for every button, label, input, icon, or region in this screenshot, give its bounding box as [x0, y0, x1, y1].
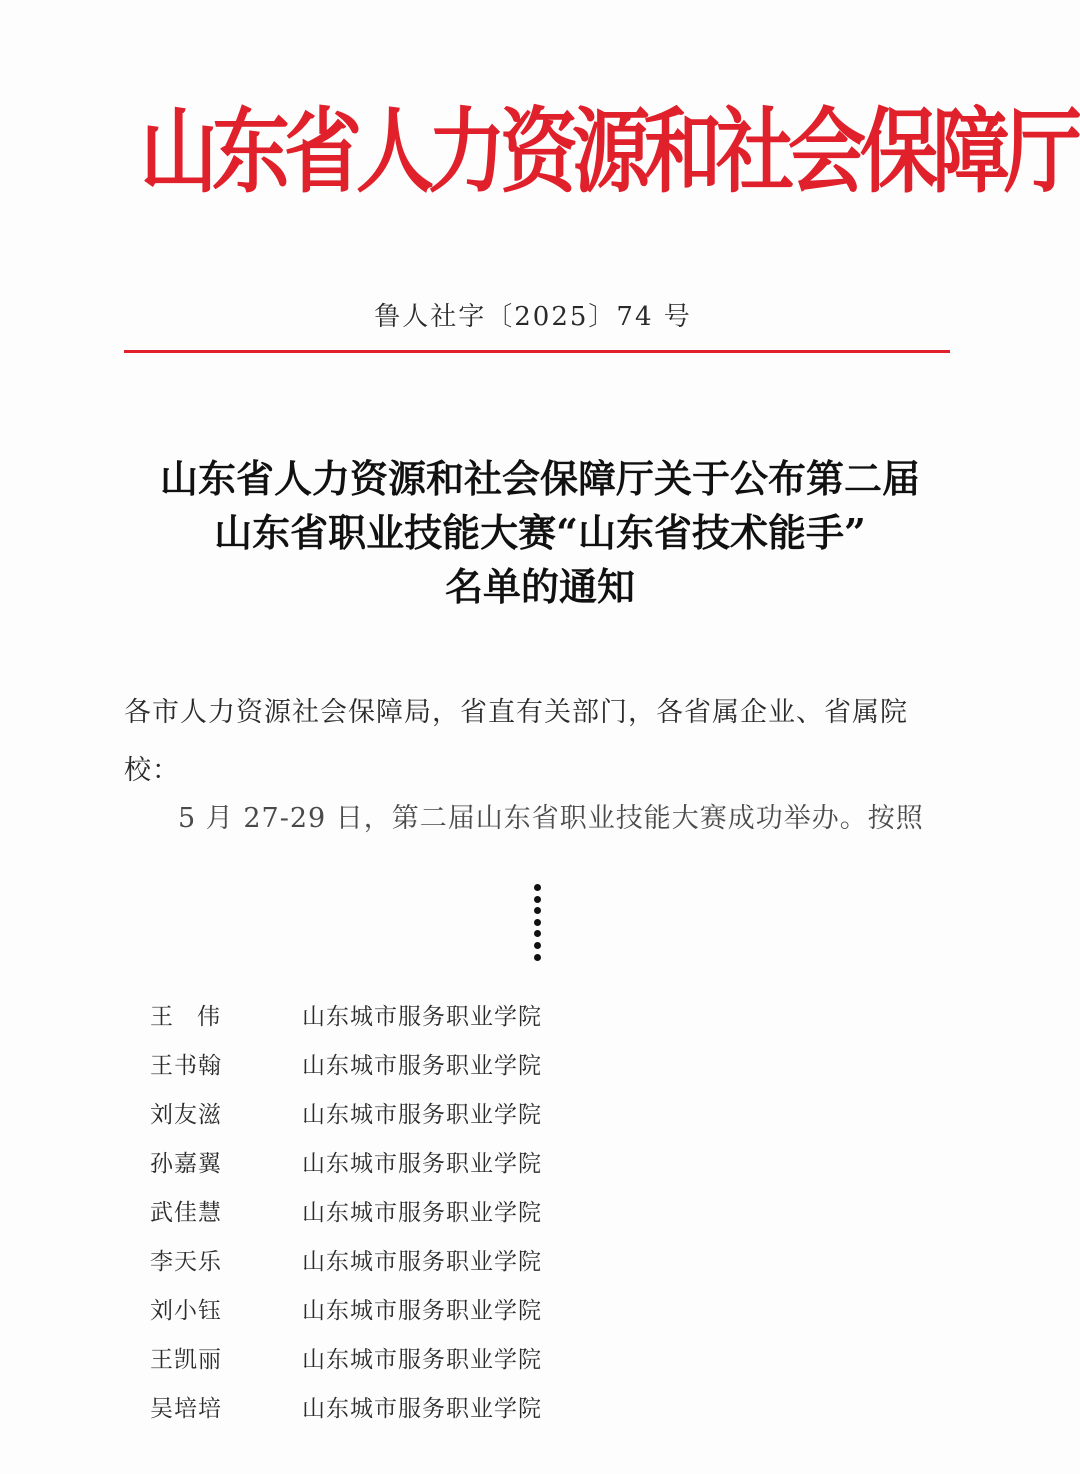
school-name: 山东城市服务职业学院 — [302, 1151, 542, 1177]
list-item — [150, 1094, 650, 1143]
list-item — [150, 1192, 650, 1241]
title-line: 山东省职业技能大赛“山东省技术能手” — [214, 510, 866, 555]
person-name: 王凯丽 — [150, 1347, 222, 1373]
salutation-line: 校： — [124, 755, 180, 786]
person-name: 李天乐 — [150, 1249, 222, 1275]
school-name: 山东城市服务职业学院 — [302, 1200, 542, 1226]
person-name: 吴培培 — [150, 1396, 222, 1422]
document-number: 鲁人社字〔2025〕74 号 — [374, 302, 692, 332]
list-item — [150, 1339, 650, 1388]
list-item — [150, 1388, 650, 1437]
title-line: 名单的通知 — [444, 564, 635, 609]
school-name: 山东城市服务职业学院 — [302, 1298, 542, 1324]
person-name: 王书翰 — [150, 1053, 222, 1079]
list-item — [150, 1290, 650, 1339]
school-name: 山东城市服务职业学院 — [302, 1053, 542, 1079]
school-name: 山东城市服务职业学院 — [302, 1004, 542, 1030]
person-name: 刘友滋 — [150, 1102, 222, 1128]
person-name: 刘小钰 — [150, 1298, 222, 1324]
award-name-list — [150, 996, 650, 1437]
issuer-header: 山东省人力资源和社会保障厅 — [140, 98, 1077, 206]
school-name: 山东城市服务职业学院 — [302, 1249, 542, 1275]
person-name: 武佳慧 — [150, 1200, 222, 1226]
person-name: 孙嘉翼 — [150, 1151, 222, 1177]
person-name: 王伟 — [150, 1004, 244, 1030]
list-item — [150, 1143, 650, 1192]
title-line: 山东省人力资源和社会保障厅关于公布第二届 — [159, 456, 920, 501]
salutation-line: 各市人力资源社会保障局，省直有关部门，各省属企业、省属院 — [124, 697, 908, 728]
red-divider-line — [124, 350, 950, 353]
document-title — [110, 452, 970, 614]
body-paragraph: 5 月 27-29 日，第二届山东省职业技能大赛成功举办。按照 — [178, 803, 924, 834]
salutation — [124, 684, 950, 800]
vertical-ellipsis-icon — [531, 884, 543, 968]
school-name: 山东城市服务职业学院 — [302, 1396, 542, 1422]
list-item — [150, 1045, 650, 1094]
list-item — [150, 1241, 650, 1290]
school-name: 山东城市服务职业学院 — [302, 1347, 542, 1373]
school-name: 山东城市服务职业学院 — [302, 1102, 542, 1128]
list-item — [150, 996, 650, 1045]
